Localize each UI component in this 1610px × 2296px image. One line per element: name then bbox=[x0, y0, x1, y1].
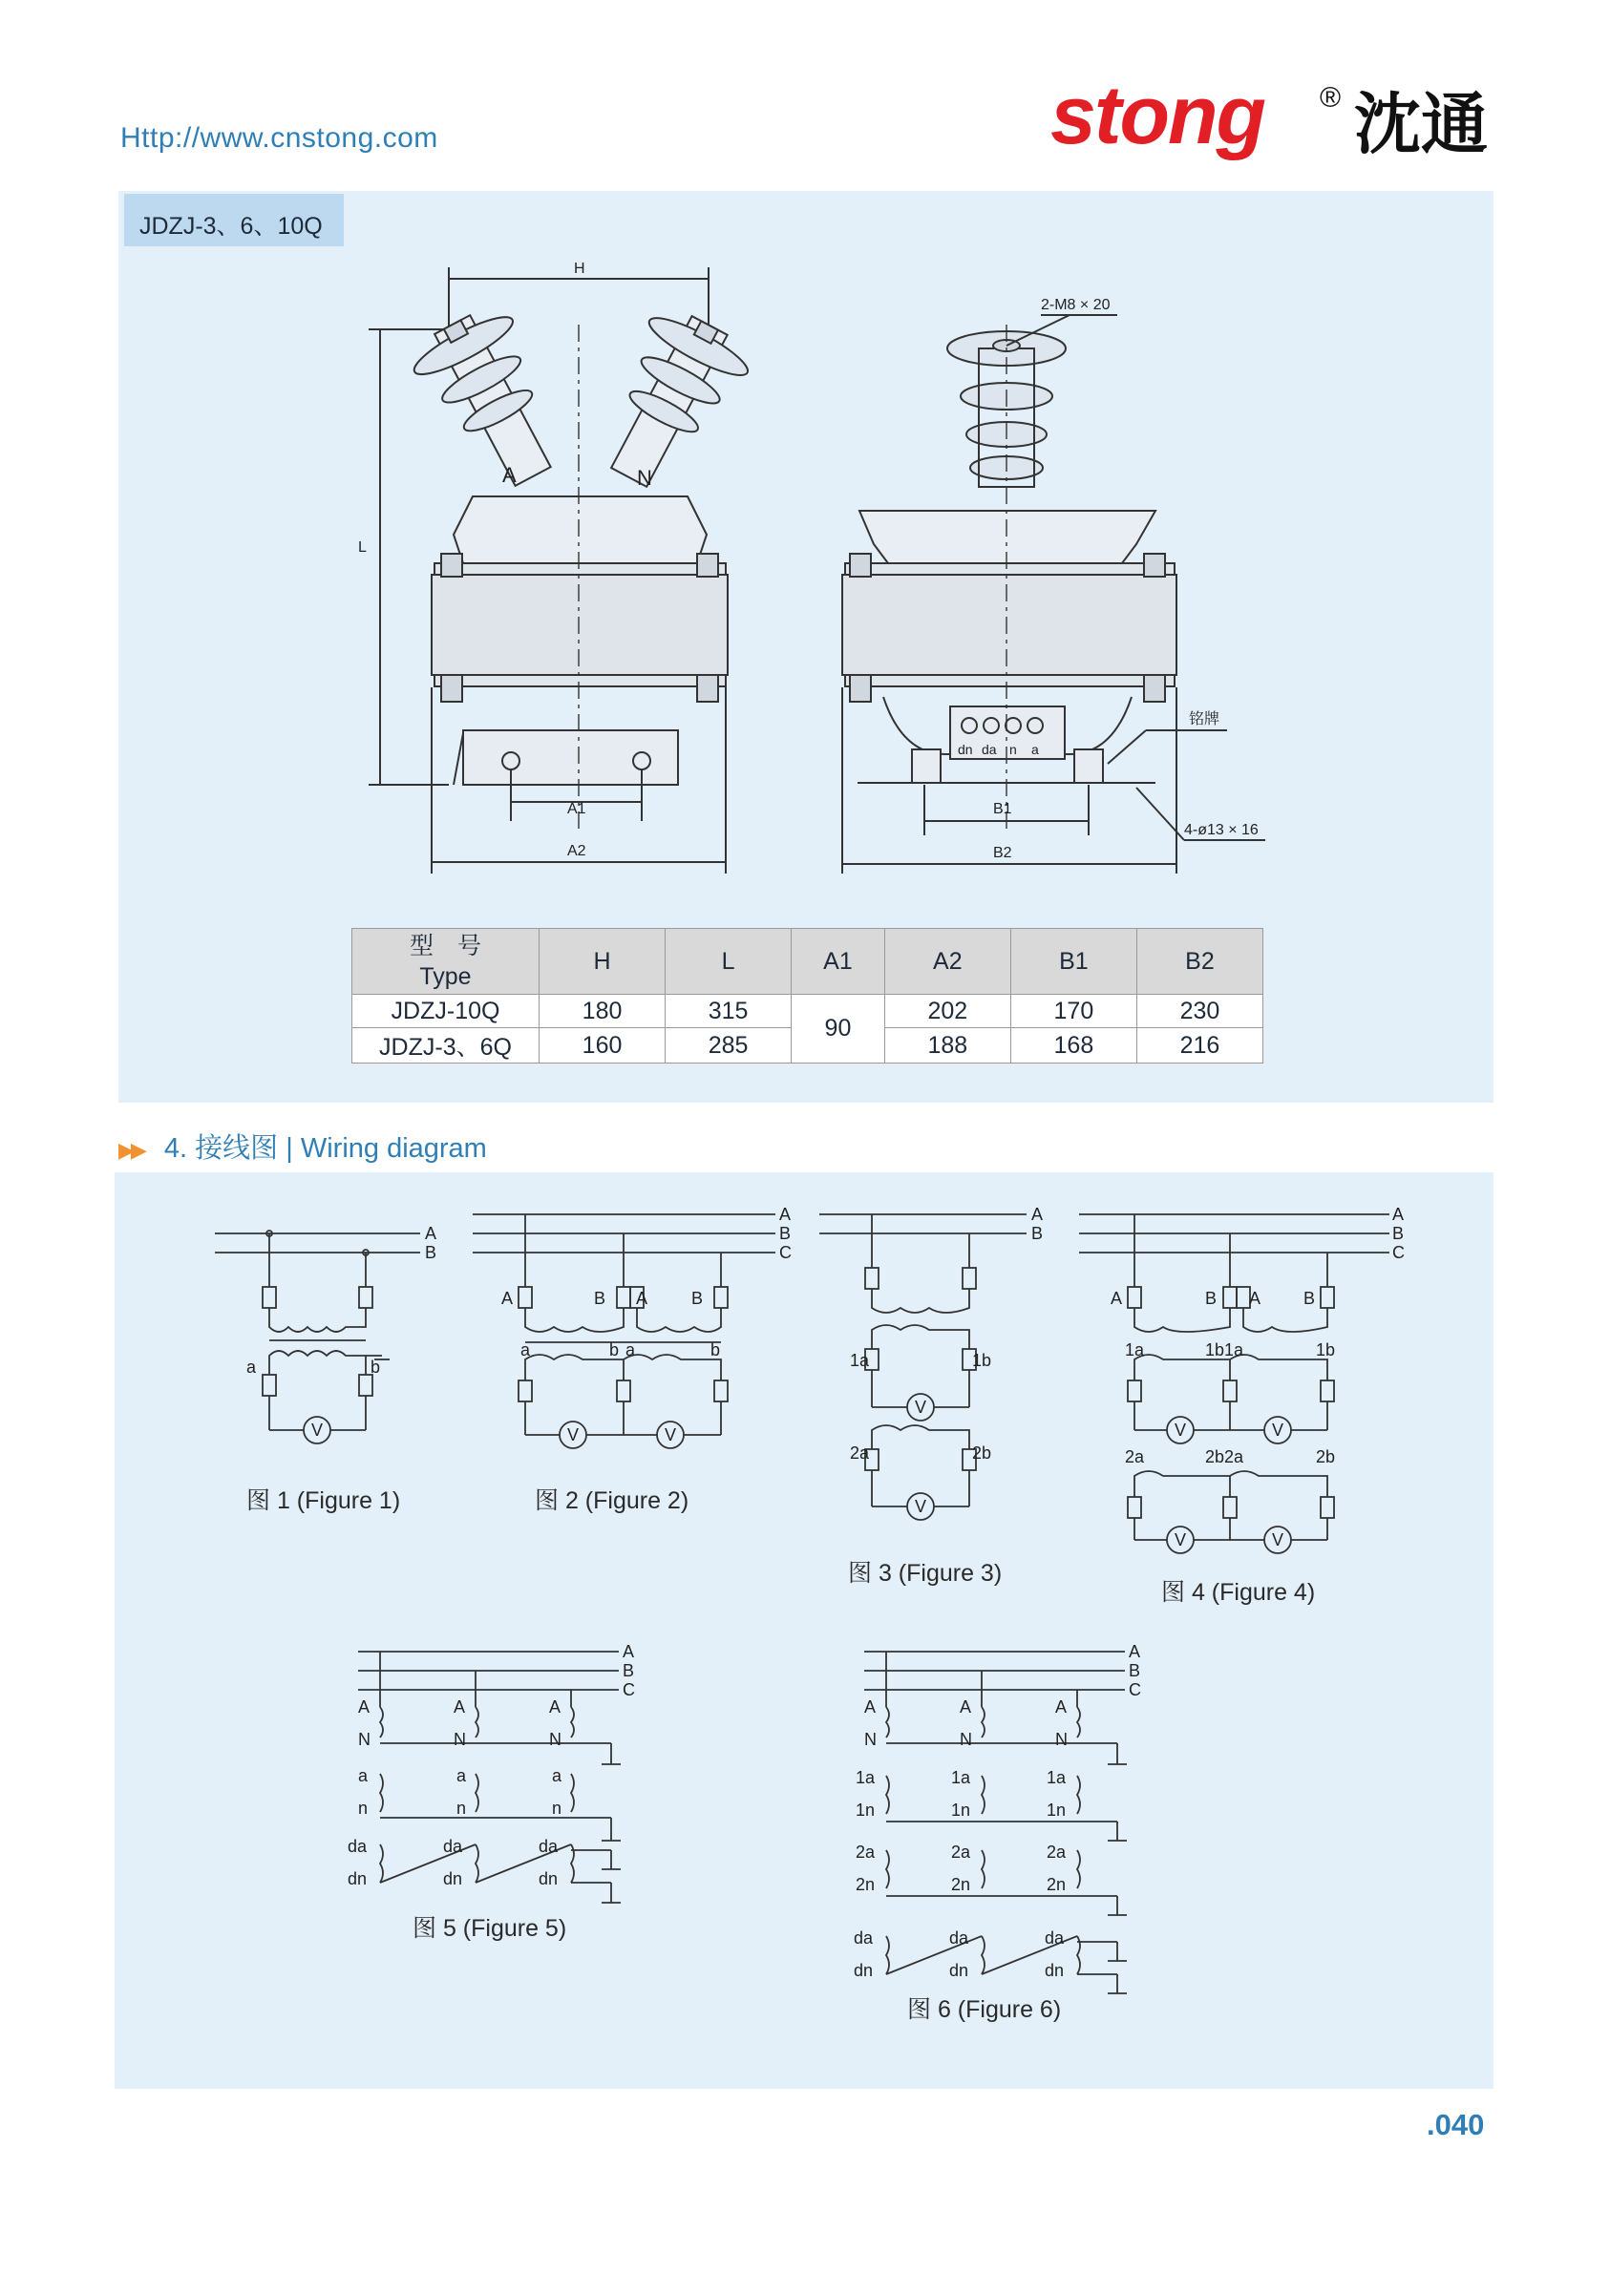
figure-5-caption: 图 5 (Figure 5) bbox=[413, 1915, 567, 1942]
col-H: H bbox=[540, 929, 666, 995]
svg-text:V: V bbox=[1175, 1421, 1187, 1440]
double-arrow-icon: ▶▶ bbox=[118, 1138, 143, 1162]
type-header: 型 号 Type bbox=[352, 929, 540, 995]
svg-text:C: C bbox=[1392, 1243, 1405, 1262]
svg-text:a: a bbox=[246, 1358, 257, 1377]
svg-text:2a: 2a bbox=[856, 1843, 876, 1862]
svg-text:da: da bbox=[443, 1837, 463, 1856]
svg-text:B: B bbox=[779, 1224, 792, 1243]
dim-H-label: H bbox=[574, 261, 585, 277]
svg-text:A: A bbox=[623, 1642, 635, 1661]
figure-2-diagram bbox=[473, 1214, 775, 1448]
svg-text:B: B bbox=[691, 1289, 704, 1308]
svg-text:C: C bbox=[1129, 1680, 1141, 1699]
dim-A1-label: A1 bbox=[567, 801, 586, 817]
svg-text:C: C bbox=[623, 1680, 635, 1699]
svg-text:1a: 1a bbox=[1125, 1340, 1145, 1359]
svg-text:n: n bbox=[552, 1799, 562, 1818]
svg-text:V: V bbox=[1272, 1421, 1284, 1440]
svg-text:V: V bbox=[665, 1425, 677, 1444]
svg-text:N: N bbox=[454, 1730, 466, 1749]
figure-2-caption: 图 2 (Figure 2) bbox=[535, 1487, 689, 1514]
svg-text:dn: dn bbox=[348, 1869, 368, 1888]
svg-text:A: A bbox=[864, 1697, 877, 1717]
figure-6-diagram bbox=[864, 1652, 1127, 1993]
svg-text:b: b bbox=[609, 1340, 620, 1359]
figure-5-diagram bbox=[358, 1652, 621, 1903]
svg-text:1b: 1b bbox=[972, 1351, 992, 1370]
svg-text:1a: 1a bbox=[850, 1351, 870, 1370]
dim-B2-label: B2 bbox=[993, 845, 1012, 861]
svg-text:dn: dn bbox=[949, 1961, 969, 1980]
svg-text:da: da bbox=[854, 1928, 874, 1948]
svg-text:2a: 2a bbox=[850, 1443, 870, 1463]
svg-text:B: B bbox=[1392, 1224, 1405, 1243]
svg-text:1b1a: 1b1a bbox=[1205, 1340, 1244, 1359]
table-header-row bbox=[352, 929, 1263, 995]
svg-text:B: B bbox=[1303, 1289, 1316, 1308]
wiring-diagrams bbox=[0, 1172, 1610, 2089]
svg-text:B: B bbox=[425, 1243, 437, 1262]
svg-text:N: N bbox=[549, 1730, 561, 1749]
svg-text:C: C bbox=[779, 1243, 792, 1262]
svg-text:B: B bbox=[594, 1289, 606, 1308]
svg-text:A: A bbox=[960, 1697, 972, 1717]
svg-text:A: A bbox=[454, 1697, 466, 1717]
svg-text:da: da bbox=[949, 1928, 969, 1948]
svg-text:n: n bbox=[456, 1799, 467, 1818]
svg-text:b: b bbox=[371, 1358, 381, 1377]
svg-text:dn: dn bbox=[1045, 1961, 1065, 1980]
svg-text:A: A bbox=[1031, 1205, 1044, 1224]
svg-text:V: V bbox=[1272, 1530, 1284, 1549]
figure-6-caption: 图 6 (Figure 6) bbox=[907, 1996, 1062, 2023]
svg-text:2b: 2b bbox=[1316, 1447, 1336, 1466]
svg-text:B: B bbox=[623, 1661, 635, 1680]
brand-latin: stong bbox=[1050, 70, 1265, 161]
svg-text:dn: dn bbox=[854, 1961, 874, 1980]
svg-text:N: N bbox=[1055, 1730, 1068, 1749]
svg-text:da: da bbox=[348, 1837, 368, 1856]
col-L: L bbox=[666, 929, 792, 995]
col-A1: A1 bbox=[792, 929, 885, 995]
svg-text:V: V bbox=[915, 1398, 927, 1417]
svg-text:a: a bbox=[552, 1766, 562, 1785]
svg-text:A: A bbox=[1111, 1289, 1123, 1308]
website-url[interactable]: Http://www.cnstong.com bbox=[120, 122, 438, 154]
hole-spec-label: 4-ø13 × 16 bbox=[1184, 822, 1259, 838]
figure-1-caption: 图 1 (Figure 1) bbox=[246, 1487, 401, 1514]
svg-text:V: V bbox=[311, 1421, 324, 1440]
svg-text:b: b bbox=[710, 1340, 721, 1359]
table-row: JDZJ-10Q 180 315 90 202 170 230 bbox=[352, 995, 1263, 1028]
svg-text:2n: 2n bbox=[856, 1875, 876, 1894]
svg-text:a: a bbox=[358, 1766, 369, 1785]
svg-text:1b: 1b bbox=[1316, 1340, 1336, 1359]
terminal-n: n bbox=[1009, 742, 1017, 757]
dimension-table bbox=[351, 928, 1263, 1064]
figure-4-caption: 图 4 (Figure 4) bbox=[1161, 1579, 1316, 1606]
svg-text:B: B bbox=[1205, 1289, 1218, 1308]
svg-text:V: V bbox=[915, 1497, 927, 1516]
svg-text:A: A bbox=[501, 1289, 514, 1308]
col-B1: B1 bbox=[1010, 929, 1136, 995]
svg-text:A: A bbox=[358, 1697, 371, 1717]
svg-text:N: N bbox=[864, 1730, 877, 1749]
table-row: JDZJ-3、6Q 160 285 188 168 216 bbox=[352, 1028, 1263, 1064]
svg-text:N: N bbox=[358, 1730, 371, 1749]
svg-text:B: B bbox=[1031, 1224, 1044, 1243]
svg-text:2b2a: 2b2a bbox=[1205, 1447, 1244, 1466]
svg-text:2b: 2b bbox=[972, 1443, 992, 1463]
svg-text:da: da bbox=[1045, 1928, 1065, 1948]
svg-text:dn: dn bbox=[443, 1869, 463, 1888]
svg-text:1a: 1a bbox=[856, 1768, 876, 1787]
bolt-spec-label: 2-M8 × 20 bbox=[1041, 297, 1111, 313]
svg-text:a: a bbox=[625, 1340, 636, 1359]
svg-text:n: n bbox=[358, 1799, 369, 1818]
svg-text:1a: 1a bbox=[1047, 1768, 1067, 1787]
svg-text:2a: 2a bbox=[1047, 1843, 1067, 1862]
terminal-a: a bbox=[1031, 742, 1039, 757]
model-tag: JDZJ-3、6、10Q bbox=[124, 194, 344, 246]
terminal-dn: dn bbox=[958, 742, 973, 757]
svg-text:A: A bbox=[425, 1224, 437, 1243]
svg-text:dn: dn bbox=[539, 1869, 559, 1888]
terminal-da: da bbox=[982, 742, 997, 757]
figure-3-caption: 图 3 (Figure 3) bbox=[848, 1560, 1003, 1587]
svg-text:A: A bbox=[1055, 1697, 1068, 1717]
svg-text:V: V bbox=[1175, 1530, 1187, 1549]
dim-B1-label: B1 bbox=[993, 801, 1012, 817]
svg-text:da: da bbox=[539, 1837, 559, 1856]
svg-text:2a: 2a bbox=[951, 1843, 971, 1862]
svg-text:A: A bbox=[1129, 1642, 1141, 1661]
svg-text:1n: 1n bbox=[951, 1801, 971, 1820]
svg-text:2a: 2a bbox=[1125, 1447, 1145, 1466]
figure-1-diagram bbox=[215, 1231, 420, 1443]
section-heading: ▶▶ 4. 接线图 | Wiring diagram bbox=[118, 1133, 487, 1164]
brand-cn: 沈通 bbox=[1354, 87, 1488, 161]
registered-mark: ® bbox=[1320, 82, 1342, 114]
svg-text:V: V bbox=[567, 1425, 580, 1444]
svg-text:N: N bbox=[960, 1730, 972, 1749]
svg-text:1n: 1n bbox=[856, 1801, 876, 1820]
svg-text:A: A bbox=[1249, 1289, 1261, 1308]
svg-text:a: a bbox=[520, 1340, 531, 1359]
svg-text:a: a bbox=[456, 1766, 467, 1785]
bushing-N-label: N bbox=[637, 466, 652, 490]
dim-L-label: L bbox=[358, 539, 367, 556]
svg-text:1n: 1n bbox=[1047, 1801, 1067, 1820]
col-B2: B2 bbox=[1136, 929, 1262, 995]
svg-text:A: A bbox=[1392, 1205, 1405, 1224]
figure-4-diagram bbox=[1079, 1214, 1389, 1553]
svg-text:1a: 1a bbox=[951, 1768, 971, 1787]
svg-text:A: A bbox=[549, 1697, 561, 1717]
dim-A2-label: A2 bbox=[567, 843, 586, 859]
svg-text:2n: 2n bbox=[1047, 1875, 1067, 1894]
nameplate-label: 铭牌 bbox=[1189, 711, 1220, 727]
page-number: .040 bbox=[1427, 2108, 1485, 2141]
svg-text:A: A bbox=[636, 1289, 648, 1308]
svg-text:A: A bbox=[779, 1205, 792, 1224]
bushing-A-label: A bbox=[502, 463, 517, 487]
col-A2: A2 bbox=[884, 929, 1010, 995]
svg-text:B: B bbox=[1129, 1661, 1141, 1680]
svg-text:2n: 2n bbox=[951, 1875, 971, 1894]
